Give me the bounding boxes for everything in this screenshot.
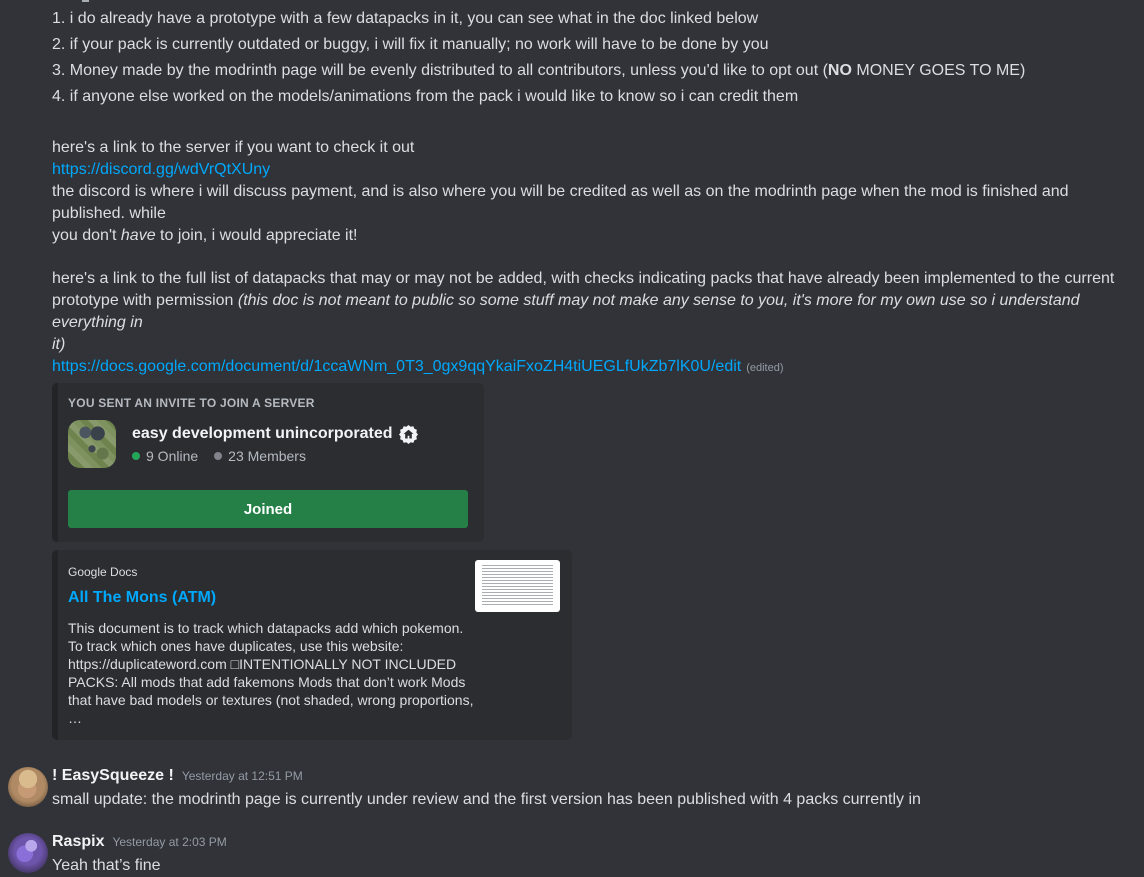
server-para-line-4-text: you don't: [52, 227, 121, 244]
avatar-raspix[interactable]: [8, 833, 48, 873]
doc-para-line-2-italic: (this doc is not meant to public so some stuff may not make any sense to you, it's more for my own use so i understand everything in: [52, 292, 1080, 331]
list-item-3: [52, 58, 1136, 84]
embed-provider-label: Google Docs: [68, 565, 138, 579]
server-link-paragraph: [52, 137, 1136, 247]
list-item-3-text-end: MONEY GOES TO ME): [851, 62, 1026, 79]
edited-label: (edited): [746, 362, 784, 374]
message-text: small update: the modrinth page is currently under review and the first version has been published with 4 packs currently in: [52, 791, 921, 808]
server-para-line-4-text-end: to join, i would appreciate it!: [155, 227, 358, 244]
embed-desc-ellipsis: …: [68, 710, 82, 726]
invite-header-label: YOU SENT AN INVITE TO JOIN A SERVER: [68, 396, 315, 410]
invite-server-row: [68, 420, 468, 468]
server-para-line-4-italic: have: [120, 227, 156, 244]
doc-para-line-3-italic: it): [52, 336, 66, 353]
google-docs-embed: [52, 550, 572, 740]
embed-desc-line-2: To track which ones have duplicates, use this website:: [68, 638, 404, 654]
list-item-2: 2. if your pack is currently outdated or buggy, i will fix it manually; no work will have to be done by you: [52, 36, 769, 53]
embed-desc-line-4: PACKS: All mods that add fakemons Mods that don’t work Mods: [68, 674, 466, 690]
numbered-list: [52, 0, 1136, 110]
embed-desc-line-1: This document is to track which datapacks add which pokemon.: [68, 620, 464, 636]
list-item-3-bold: NO: [827, 62, 852, 79]
avatar-easysqueeze[interactable]: [8, 767, 48, 807]
server-icon: [68, 420, 116, 468]
embed-title-link[interactable]: All The Mons (ATM): [68, 589, 217, 606]
timestamp: Yesterday at 2:03 PM: [112, 835, 227, 849]
members-count: [214, 448, 306, 464]
message-text: Yeah that’s fine: [52, 857, 161, 874]
username-raspix[interactable]: Raspix: [52, 833, 105, 850]
online-count: [132, 448, 198, 464]
list-item-1: 1. i do already have a prototype with a few datapacks in it, you can see what in the doc linked below: [52, 10, 759, 27]
server-invite-embed: [52, 383, 484, 542]
username-easysqueeze[interactable]: ! EasySqueeze !: [52, 767, 174, 784]
message-continuation: [52, 0, 1136, 740]
online-count-label: 9 Online: [146, 448, 199, 464]
message-raspix: [0, 831, 1144, 877]
server-para-line-4: [52, 225, 1136, 247]
doc-para-line-2-text: prototype with permission: [52, 292, 238, 309]
server-home-badge-icon: [399, 425, 418, 444]
members-dot-icon: [214, 452, 222, 460]
server-info: [132, 424, 418, 464]
list-item-3-text: 3. Money made by the modrinth page will be evenly distributed to all contributors, unless you'd like to opt out (: [52, 62, 828, 79]
server-para-line-3: the discord is where i will discuss payment, and is also where you will be credited as well as on the modrinth page when the mod is finished and published. while: [52, 183, 1069, 222]
doc-para-line-2: [52, 290, 1136, 334]
clipped-previous-line-fragment: [82, 0, 89, 2]
timestamp: Yesterday at 12:51 PM: [181, 769, 303, 783]
joined-button[interactable]: Joined: [68, 490, 468, 528]
doc-link-paragraph: [52, 268, 1136, 379]
document-thumbnail-text-lines: [482, 565, 553, 607]
embed-desc-line-3: https://duplicateword.com □INTENTIONALLY NOT INCLUDED: [68, 656, 457, 672]
embed-desc-line-5: that have bad models or textures (not shaded, wrong proportions,: [68, 692, 474, 708]
doc-para-line-1: here's a link to the full list of datapacks that may or may not be added, with checks indicating packs that have already been implemented to the current: [52, 270, 1115, 287]
online-dot-icon: [132, 452, 140, 460]
server-para-line-1: here's a link to the server if you want to check it out: [52, 139, 415, 156]
server-name: easy development unincorporated: [132, 425, 393, 442]
server-counts-row: [132, 448, 418, 464]
members-count-label: 23 Members: [228, 448, 306, 464]
list-item-4: 4. if anyone else worked on the models/animations from the pack i would like to know so i can credit them: [52, 88, 799, 105]
message-easysqueeze: [0, 765, 1144, 811]
document-thumbnail[interactable]: [475, 560, 560, 612]
google-doc-link[interactable]: https://docs.google.com/document/d/1ccaWNm_0T3_0gx9qqYkaiFxoZH4tiUEGLfUkZb7lK0U/edit: [52, 358, 742, 375]
embed-description: [68, 619, 478, 727]
discord-invite-link[interactable]: https://discord.gg/wdVrQtXUny: [52, 161, 271, 178]
